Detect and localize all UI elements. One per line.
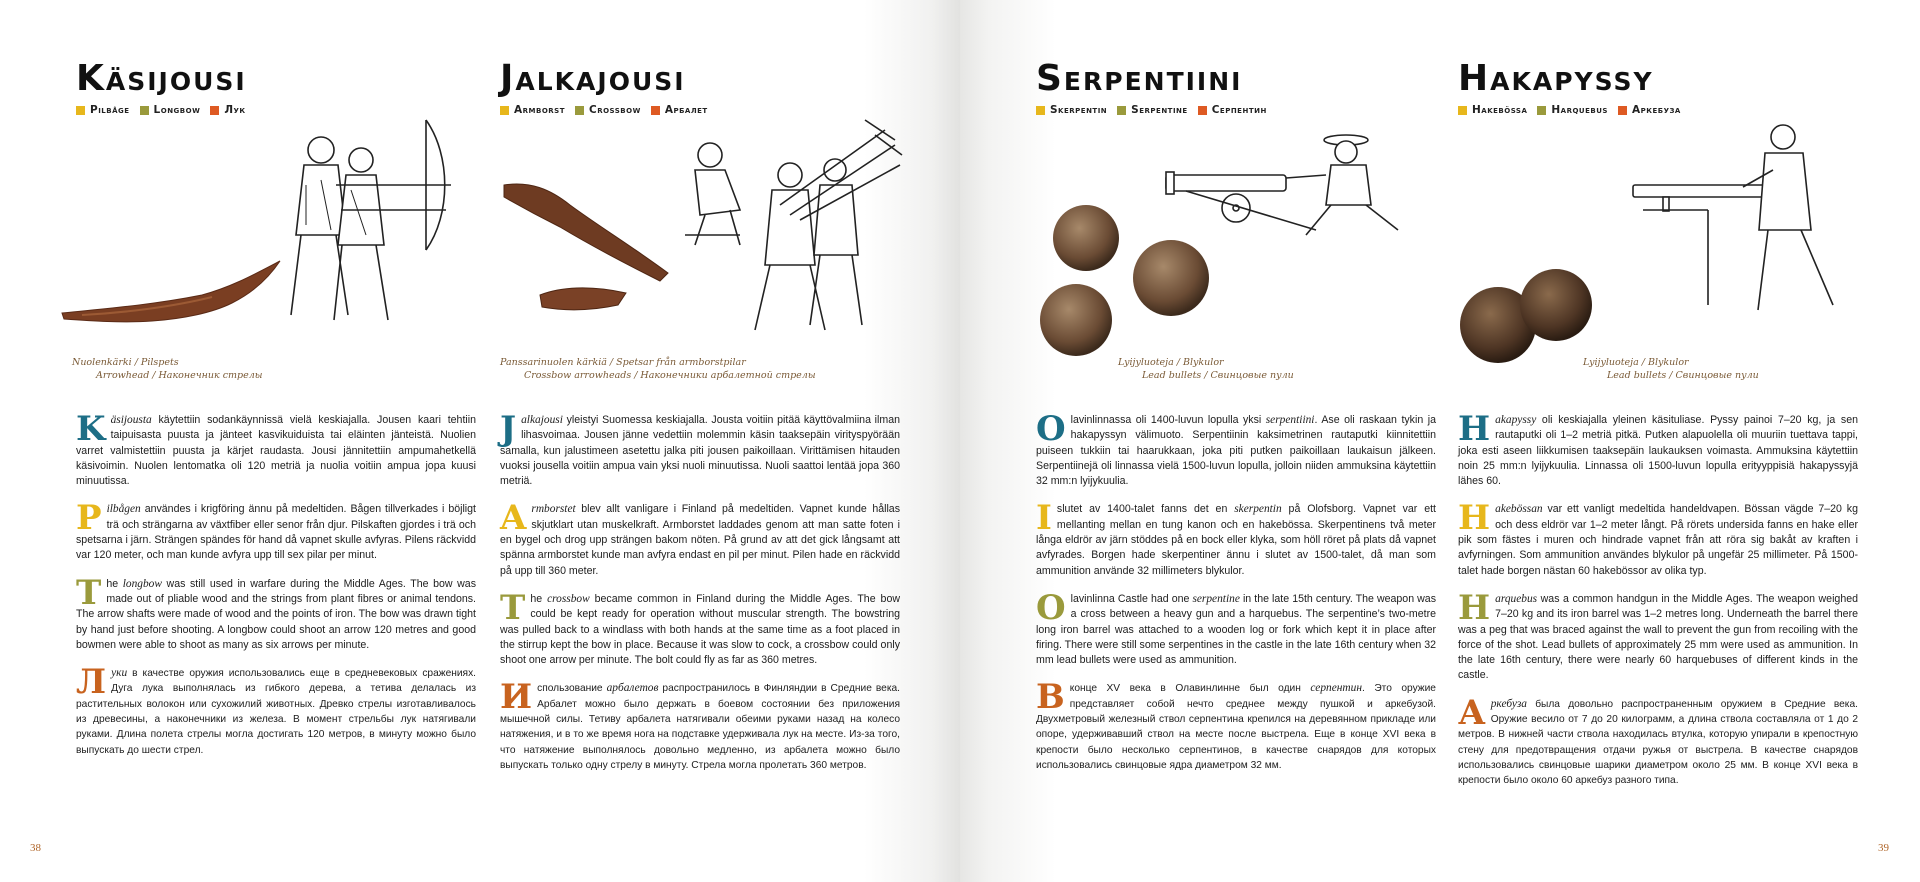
lang-label-swedish: Skerpentin xyxy=(1036,104,1107,116)
yellow-square-icon xyxy=(500,106,509,115)
paragraphs xyxy=(500,409,900,786)
drop-cap: Л xyxy=(76,662,107,703)
paragraph-text: became common in Finland during the Middle Ages. The bow could be kept ready for operation without muscular strength. The bowstring was pulled back to a windlass with both hands at the same time as a foot placed in the stirrup kept the bow in place. Because it was slow to cock, a crossbow could only shoot one arrow per minute. The bolt could fly as far as 360 metres. xyxy=(500,592,900,667)
drop-cap: P xyxy=(76,498,102,539)
paragraph xyxy=(500,677,900,773)
paragraph-text: lavinlinnassa oli 1400-luvun lopulla yksi xyxy=(1070,414,1266,426)
italic-term: akebössan xyxy=(1495,503,1543,516)
paragraph xyxy=(1036,409,1436,489)
section-jalkajousi xyxy=(500,0,900,882)
page-number-left: 38 xyxy=(30,842,41,854)
lang-label-russian: Лук xyxy=(210,104,245,116)
paragraph xyxy=(500,498,900,578)
italic-term: ркебуза xyxy=(1490,697,1527,710)
language-labels xyxy=(1036,104,1267,116)
drop-cap: K xyxy=(76,409,106,449)
paragraph xyxy=(500,587,900,668)
italic-term: longbow xyxy=(122,577,162,590)
drop-cap: H xyxy=(1458,409,1491,449)
paragraph xyxy=(76,498,476,563)
right-page xyxy=(960,0,1920,882)
drop-cap: T xyxy=(500,587,526,628)
italic-term: уки xyxy=(111,667,128,680)
italic-term: skerpentin xyxy=(1234,503,1282,516)
olive-square-icon xyxy=(1117,106,1126,115)
image-caption: Lyijyluoteja / Blykulor Lead bullets / Свинцовые пули xyxy=(1583,357,1759,381)
paragraph xyxy=(500,409,900,489)
paragraph xyxy=(1458,587,1858,684)
paragraph-text: användes i krigföring ännu på medeltiden. Bågen tillverkades i böjligt trä och strängarna av växtfiber eller senor från djur. Pilskaften gjordes i trä och spetsarna i järn. Strängen spändes för hand då vapnet skulle avfyras. Pilens räckvidd var 120 meter, och man kunde avfyra upp till sex pilar per minut. xyxy=(76,503,476,562)
drop-cap: А xyxy=(1458,692,1486,733)
page-number-right: 39 xyxy=(1878,842,1889,854)
lang-label-english: Harquebus xyxy=(1537,104,1608,116)
paragraph xyxy=(1458,498,1858,578)
drop-cap: H xyxy=(1458,498,1491,539)
image-caption: Lyijyluoteja / Blykulor Lead bullets / Свинцовые пули xyxy=(1118,357,1294,381)
paragraph xyxy=(76,572,476,653)
orange-square-icon xyxy=(210,106,219,115)
paragraph-text: . Это оружие представляет собой нечто среднее между пушкой и аркебузой. Двухметровый железный ствол серпентина крепился на деревянном прикладе или опоре, удерживавший ствол на месте после выстрела. Еще в конце XVI века в крепости было несколько серпентинов, в качестве снарядов для которых использовались свинцовые ядра диаметром 32 мм. xyxy=(1036,683,1436,771)
paragraph xyxy=(1036,587,1436,668)
drop-cap: T xyxy=(76,572,102,613)
italic-term: serpentine xyxy=(1192,592,1240,605)
archers-illustration xyxy=(276,115,456,330)
paragraph-text: blev allt vanligare i Finland på medeltiden. Vapnet kunde hållas skjutklart utan muskelkraft. Armborstet laddades genom att man satte foten i en bygel och drog upp strängen bakom nöten. På grund av att det gick långsamt att spänna armborstet kunde man avfyra endast en pil per minut. Pilen hade en räckvidd på upp till 360 meter. xyxy=(500,503,900,577)
italic-term: serpentiini xyxy=(1265,414,1315,426)
paragraph-text: was still used in warfare during the Middle Ages. The bow was made out of pliable wood and the strings from plant fibres or animal tendons. The arrow shafts were made of wood and the points of iron. The bow was drawn tight by hand just before shooting. A longbow could shoot an arrow 120 metres and good bowmen were able to shoot as many as six arrows per minute. xyxy=(76,577,476,651)
section-hakapyssy xyxy=(1458,0,1858,882)
paragraph-text: спользование xyxy=(537,683,607,695)
drop-cap: A xyxy=(500,498,527,539)
italic-term: äsijousta xyxy=(110,414,152,426)
arrowhead-photo xyxy=(62,255,282,325)
paragraph xyxy=(76,409,476,489)
paragraph xyxy=(1036,498,1436,578)
paragraphs xyxy=(76,409,476,771)
lang-label-swedish: Armborst xyxy=(500,104,565,116)
lang-label-russian: Арбалет xyxy=(651,104,708,116)
drop-cap: J xyxy=(500,409,517,449)
language-labels xyxy=(76,104,246,116)
italic-term: crossbow xyxy=(547,592,590,605)
lang-label-swedish: Hakebössa xyxy=(1458,104,1527,116)
yellow-square-icon xyxy=(1036,106,1045,115)
italic-term: akapyssy xyxy=(1495,414,1537,426)
section-kasijousi xyxy=(72,0,476,882)
section-serpentiini xyxy=(1036,0,1436,882)
italic-term: ilbågen xyxy=(106,503,141,516)
italic-term: серпентин xyxy=(1310,682,1362,695)
paragraph-text: была довольно распространенным оружием в Средние века. Оружие весило от 7 до 20 килограмм, а длина ствола составляла от 1 до 2 метров. В нижней части ствола находилась втулка, которую упирали в крепостную стену для предотвращения отдачи ружья от выстрела. В качестве снарядов использовались свинцовые шарики диаметром около 25 мм. В конце XVI века в крепости было около 60 аркебуз разного типа. xyxy=(1458,698,1858,787)
paragraphs xyxy=(1036,409,1436,786)
lead-bullets-photo xyxy=(1036,200,1216,350)
lang-label-english: Serpentine xyxy=(1117,104,1188,116)
paragraph-text: var ett vanligt medeltida handeldvapen. Bössan vägde 7–20 kg och dess eldrör var 1–2 meter långt. På rörets undersida fanns en hake eller pik som fästes i muren och hindrade vapnet från att röra sig bakåt av kraften i avfyrningen. Som ammunition användes blykulor på ungefär 25 millimeter. På 1500-talet hade borgen nästan 60 hakebössor av olika typ. xyxy=(1458,503,1858,577)
paragraph-text: . Ase oli raskaan tykin ja hakapyssyn välimuoto. Serpentiinin kaksimetrinen rautaputki kiinnitettiin puiseen tukkiin tai haarukkaan, joka piti putken paikoillaan laukaisun jälkeen. Serpentiinejä oli linnassa vielä 1500-luvun lopulla, jolloin niiden ammuksina käytettiin 32 mm:n lyijykuulia. xyxy=(1036,414,1436,488)
paragraph xyxy=(1036,677,1436,773)
paragraph-text: oli keskiajalla yleinen käsituliase. Pyssy painoi 7–20 kg, ja sen rautaputki oli 1–2 metriä pitkä. Putken alapuolella oli muuriin tuettava tappi, joka esti aseen liikkumisen taaksepäin laukauksen voimasta. Ammuksina käytettiin noin 25 mm:n lyijykuulia. Linnassa oli 1500-luvun lopulla erityyppisiä hakapyssyjä lähes 60. xyxy=(1458,414,1858,488)
drop-cap: В xyxy=(1036,677,1065,718)
paragraph-text: yleistyi Suomessa keskiajalla. Jousta voitiin pitää käyttövalmiina ilman lihasvoimaa. Jousen jänne vedettiin molemmin käsin taaksepäin virityspyörään samalla, kun jalustimeen asetettu jalka piti jousen paikoillaan. Virittämisen hitauden vuoksi jousella voitiin ampua vain yksi nuoli minuutissa. Nuoli saattoi lentää jopa 360 metriä. xyxy=(500,414,900,488)
olive-square-icon xyxy=(575,106,584,115)
drop-cap: O xyxy=(1036,409,1066,449)
drop-cap: H xyxy=(1458,587,1491,628)
image-caption: Panssarinuolen kärkiä / Spetsar från armborstpilar Crossbow arrowheads / Наконечники арбалетной стрелы xyxy=(500,357,816,381)
orange-square-icon xyxy=(651,106,660,115)
lang-label-english: Crossbow xyxy=(575,104,641,116)
paragraph-text: в качестве оружия использовались еще в средневековых сражениях. Дуга лука выполнялась из гибкого дерева, а тетива делалась из растительных волокон или сухожилий животных. Древко стрелы изготавливалось из древесины, а наконечники из железа. В момент стрельбы лук натягивали руками. Длина полета стрелы могла достигать 120 метров, в минуту можно было выпускать до шести стрел. xyxy=(76,668,476,756)
paragraph-text: was a common handgun in the Middle Ages. The weapon weighed 7–20 kg and its iron barrel was 1–2 metres long. Underneath the barrel there was a peg that was braced against the wall to prevent the gun from recoiling with the force of the shot. Lead bullets of approximately 25 mm were used as ammunition. In the late 16th century, there were nearly 60 harquebuses of different kinds in the castle. xyxy=(1458,592,1858,682)
paragraph-text: распространилось в Финляндии в Средние века. Арбалет можно было держать в боевом состоянии без приложения мышечной силы. Тетиву арбалета натягивали обеими руками назад на колесо натяжения, и в то же время нога на подставке удерживала лук на месте. Из-за того, что натяжение выполнялось довольно медленно, из арбалета можно было выпускать только одну стрелу в минуту. Стрела могла пролетать 360 метров. xyxy=(500,683,900,771)
lead-bullets-photo xyxy=(1458,265,1588,370)
paragraph-text: in the late 15th century. The weapon was a cross between a heavy gun and a harquebus. The serpentine’s two-metre long iron barrel was attached to a wooden log or fork which kept it in place after firing. There were still some serpentines in the castle in the late 16th century when 32 mm lead bullets were used as ammunition. xyxy=(1036,592,1436,667)
olive-square-icon xyxy=(140,106,149,115)
paragraph-text: конце XV века в Олавинлинне был один xyxy=(1069,683,1311,695)
paragraph xyxy=(76,662,476,758)
italic-term: alkajousi xyxy=(521,414,563,426)
orange-square-icon xyxy=(1618,106,1627,115)
italic-term: arquebus xyxy=(1495,592,1538,605)
italic-term: арбалетов xyxy=(606,682,659,695)
paragraph-text: på Olofsborg. Vapnet var ett mellanting mellan en tung kanon och en hakebössa. Skerpentinens två meter långa eldrör av järn stöddes på en bock eller klyka, som höll röret på plats då vapnet avfyrades. Borgen hade skerpentiner ännu i slutet av 1500-talet, då man som ammunition använde 32 millimeters blykulor. xyxy=(1036,503,1436,577)
paragraphs xyxy=(1458,409,1858,802)
lang-label-swedish: Pilbåge xyxy=(76,104,130,116)
section-title: Serpentiini xyxy=(1036,58,1243,99)
lang-label-russian: Аркебуза xyxy=(1618,104,1681,116)
yellow-square-icon xyxy=(1458,106,1467,115)
language-labels xyxy=(500,104,708,116)
paragraph-text: lavinlinna Castle had one xyxy=(1070,592,1193,605)
paragraph xyxy=(1458,692,1858,789)
section-title: Käsijousi xyxy=(76,58,247,99)
paragraph-text: käytettiin sodankäynnissä vielä keskiajalla. Jousen kaari tehtiin taipuisasta puusta ja jänteet kasvikuiduista tai eläinten jänteistä. Nuolien varret valmistettiin puusta ja kärjet raudasta. Jousi jännitettiin ampumahetkellä käsivoimin. Nuolen lentomatka oli 120 metriä ja nuolia voitiin ampua jopa kuusi minuutissa. xyxy=(76,414,476,488)
italic-term: rmborstet xyxy=(531,503,576,516)
paragraph xyxy=(1458,409,1858,489)
yellow-square-icon xyxy=(76,106,85,115)
crossbowmen-illustration xyxy=(680,115,905,335)
lang-label-english: Longbow xyxy=(140,104,201,116)
orange-square-icon xyxy=(1198,106,1207,115)
image-caption: Nuolenkärki / Pilspets Arrowhead / Наконечник стрелы xyxy=(72,357,263,381)
harquebus-gunner-illustration xyxy=(1633,115,1858,315)
drop-cap: I xyxy=(1036,498,1052,539)
paragraph-text: slutet av 1400-talet fanns det en xyxy=(1056,503,1235,516)
drop-cap: И xyxy=(500,677,533,718)
lang-label-russian: Серпентин xyxy=(1198,104,1267,116)
crossbow-arrowheads-photo xyxy=(500,175,680,325)
paragraph-text: he xyxy=(530,592,548,605)
section-title: Hakapyssy xyxy=(1458,58,1654,99)
section-title: Jalkajousi xyxy=(500,58,686,99)
olive-square-icon xyxy=(1537,106,1546,115)
drop-cap: O xyxy=(1036,587,1066,628)
paragraph-text: he xyxy=(106,577,123,590)
